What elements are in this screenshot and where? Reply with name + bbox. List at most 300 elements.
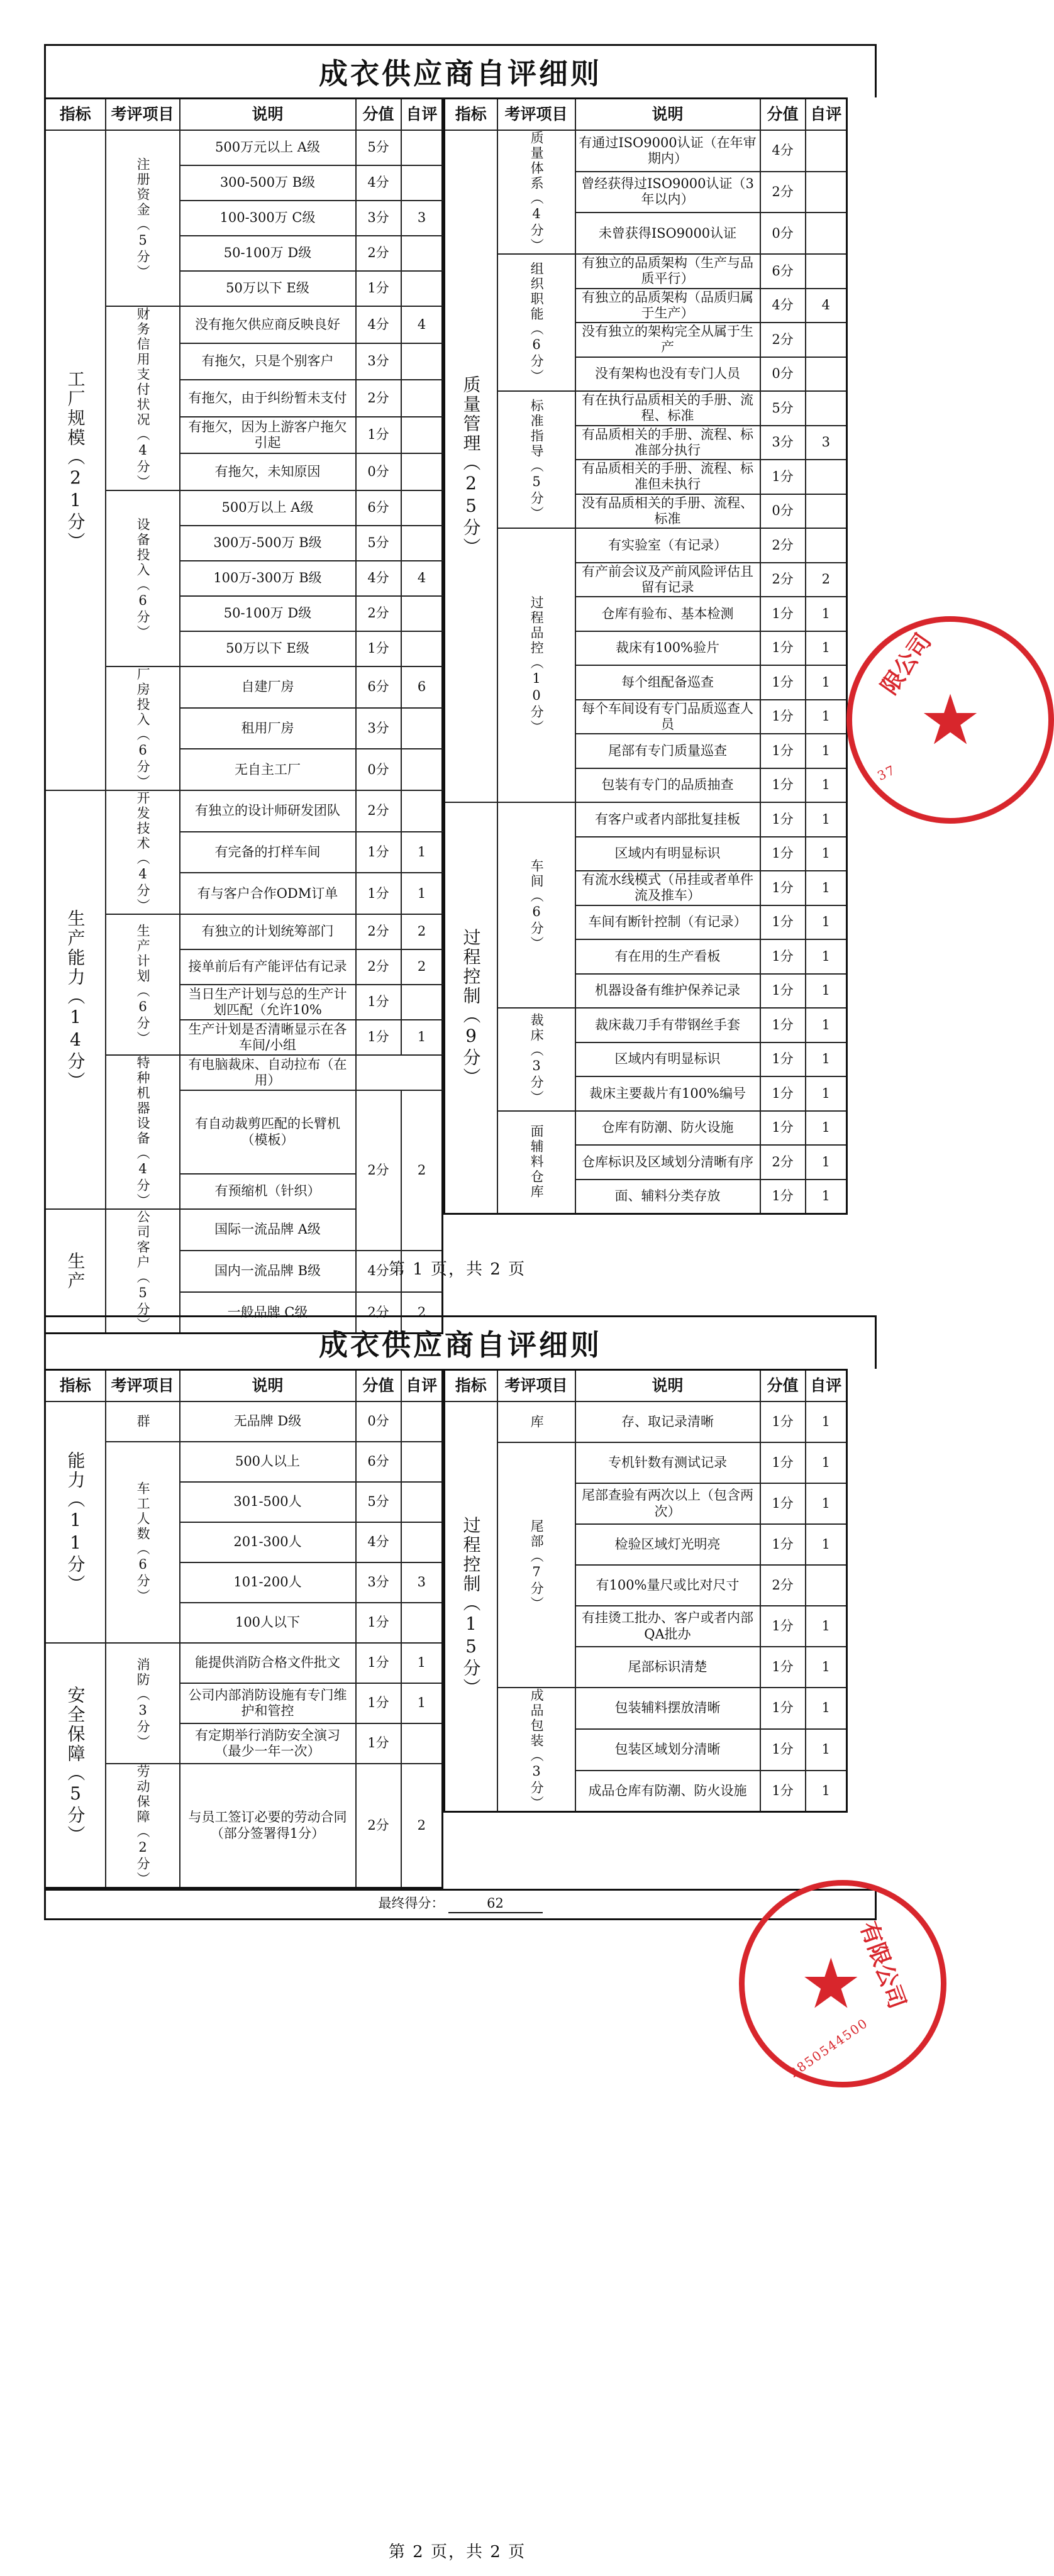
desc-cell: 301-500人 (180, 1482, 356, 1522)
self-score-cell: 4 (401, 306, 443, 343)
indicator-cell: 能力（11分） (45, 1401, 106, 1643)
score-cell: 1分 (760, 1729, 806, 1771)
self-score-cell (401, 1522, 443, 1562)
score-cell: 2分 (760, 1565, 806, 1606)
score-cell: 1分 (356, 1723, 401, 1764)
score-cell: 0分 (356, 749, 401, 790)
desc-cell: 500万以上 A级 (180, 490, 356, 526)
page-title: 成衣供应商自评细则 (44, 44, 877, 97)
score-cell: 1分 (356, 832, 401, 873)
header-self: 自评 (401, 99, 443, 131)
table-row (445, 1688, 847, 1729)
desc-cell: 有与客户合作ODM订单 (180, 873, 356, 914)
score-cell: 1分 (760, 1076, 806, 1111)
desc-cell: 没有品质相关的手册、流程、标准 (575, 494, 760, 529)
self-score-cell (806, 528, 847, 563)
score-cell: 2分 (356, 380, 401, 417)
score-cell: 1分 (356, 1020, 401, 1055)
self-score-cell (401, 236, 443, 271)
self-score-cell: 1 (806, 700, 847, 734)
self-score-cell: 1 (806, 905, 847, 940)
self-score-cell (401, 490, 443, 526)
self-score-cell (401, 1442, 443, 1482)
desc-cell: 50万以下 E级 (180, 631, 356, 666)
self-score-cell: 1 (806, 1180, 847, 1214)
item-cell: 裁床（3分） (497, 1008, 575, 1111)
desc-cell: 有在执行品质相关的手册、流程、标准 (575, 391, 760, 426)
table-row (445, 254, 847, 289)
desc-cell: 与员工签订必要的劳动合同（部分签署得1分） (180, 1764, 356, 1888)
self-score-cell: 3 (401, 1562, 443, 1603)
score-cell: 4分 (356, 1251, 401, 1292)
score-cell: 2分 (356, 949, 401, 985)
indicator-cell: 质量管理（25分） (445, 130, 497, 802)
desc-cell: 有拖欠，因为上游客户拖欠引起 (180, 417, 356, 454)
desc-cell: 没有拖欠供应商反映良好 (180, 306, 356, 343)
self-score-cell: 1 (401, 1683, 443, 1723)
score-cell: 2分 (356, 596, 401, 631)
seal-number: 37 (875, 761, 899, 784)
self-score-cell: 1 (806, 1008, 847, 1042)
desc-cell: 自建厂房 (180, 666, 356, 708)
header-desc: 说明 (180, 1370, 356, 1402)
score-cell: 1分 (760, 734, 806, 768)
score-cell: 5分 (356, 1482, 401, 1522)
item-cell: 成品包装（3分） (497, 1688, 575, 1812)
score-cell: 1分 (760, 768, 806, 803)
page-1-body (44, 97, 877, 1334)
desc-cell: 检验区域灯光明亮 (575, 1524, 760, 1565)
desc-cell: 能提供消防合格文件批文 (180, 1643, 356, 1683)
score-cell: 2分 (356, 914, 401, 949)
header-desc: 说明 (575, 99, 760, 131)
table-row (445, 130, 847, 172)
page-footer: 第 1 页，共 2 页 (388, 1260, 526, 1279)
header-indicator: 指标 (445, 1370, 497, 1402)
self-score-cell: 1 (401, 1643, 443, 1683)
desc-cell: 裁床主要裁片有100%编号 (575, 1076, 760, 1111)
desc-cell: 没有独立的架构完全从属于生产 (575, 323, 760, 357)
header-indicator: 指标 (445, 99, 497, 131)
self-score-cell (806, 130, 847, 172)
score-cell: 1分 (760, 1442, 806, 1483)
score-cell: 1分 (760, 700, 806, 734)
seal-number-2: 2850544500 (786, 2015, 871, 2081)
self-score-cell: 2 (401, 914, 443, 949)
self-score-cell: 1 (806, 974, 847, 1009)
score-cell: 1分 (760, 597, 806, 631)
self-score-cell: 1 (806, 1729, 847, 1771)
self-score-cell: 2 (401, 949, 443, 985)
score-cell: 0分 (760, 494, 806, 529)
self-score-cell (806, 494, 847, 529)
desc-cell: 101-200人 (180, 1562, 356, 1603)
desc-cell: 包装区域划分清晰 (575, 1729, 760, 1771)
page-1-sheet (44, 44, 877, 1334)
page-2-sheet (44, 1315, 877, 1920)
desc-cell: 仓库有防潮、防火设施 (575, 1111, 760, 1146)
self-score-cell: 2 (401, 1090, 443, 1251)
self-score-cell (401, 985, 443, 1020)
self-score-cell (401, 708, 443, 749)
self-score-cell: 3 (401, 201, 443, 236)
desc-cell: 包装辅料摆放清晰 (575, 1688, 760, 1729)
desc-cell: 成品仓库有防潮、防火设施 (575, 1771, 760, 1812)
seal-lettering-2: 有限公司 (855, 1918, 911, 2013)
header-self: 自评 (806, 1370, 847, 1402)
score-cell: 2分 (760, 1145, 806, 1180)
header-desc: 说明 (180, 99, 356, 131)
self-score-cell: 1 (806, 1111, 847, 1146)
desc-cell: 无品牌 D级 (180, 1401, 356, 1442)
desc-cell: 201-300人 (180, 1522, 356, 1562)
self-score-cell (806, 254, 847, 289)
self-score-cell: 1 (806, 1401, 847, 1442)
self-score-cell: 4 (806, 289, 847, 323)
desc-cell: 100万-300万 B级 (180, 561, 356, 596)
score-cell: 4分 (356, 165, 401, 201)
score-cell: 1分 (760, 802, 806, 837)
desc-cell: 国内一流品牌 B级 (180, 1251, 356, 1292)
desc-cell: 有定期举行消防安全演习（最少一年一次） (180, 1723, 356, 1764)
header-score: 分值 (760, 1370, 806, 1402)
self-score-cell (401, 130, 443, 165)
self-score-cell: 2 (401, 1292, 443, 1334)
score-cell: 2分 (760, 528, 806, 563)
table-row (445, 802, 847, 837)
score-cell: 1分 (356, 1643, 401, 1683)
score-cell: 1分 (356, 1603, 401, 1643)
self-score-cell (806, 391, 847, 426)
score-cell: 4分 (356, 561, 401, 596)
self-score-cell (401, 453, 443, 490)
desc-cell: 有品质相关的手册、流程、标准部分执行 (575, 426, 760, 460)
table-row (45, 790, 443, 832)
item-cell: 设备投入（6分） (106, 490, 180, 666)
score-cell: 2分 (356, 790, 401, 832)
table-row (445, 1008, 847, 1042)
self-score-cell (401, 165, 443, 201)
score-cell: 4分 (760, 130, 806, 172)
header-score: 分值 (356, 1370, 401, 1402)
header-item: 考评项目 (497, 99, 575, 131)
score-cell: 6分 (356, 666, 401, 708)
score-cell: 1分 (356, 271, 401, 306)
desc-cell: 国际一流品牌 A级 (180, 1209, 356, 1251)
table-row (445, 1442, 847, 1483)
header-score: 分值 (356, 99, 401, 131)
self-score-cell (806, 213, 847, 254)
desc-cell: 每个组配备巡查 (575, 665, 760, 700)
score-cell: 1分 (356, 873, 401, 914)
desc-cell: 租用厂房 (180, 708, 356, 749)
self-score-cell: 1 (806, 871, 847, 905)
self-score-cell: 1 (806, 802, 847, 837)
desc-cell: 公司内部消防设施有专门维护和管控 (180, 1683, 356, 1723)
table-row (445, 391, 847, 426)
self-score-cell (401, 271, 443, 306)
desc-cell: 有拖欠，由于纠纷暂未支付 (180, 380, 356, 417)
desc-cell: 有拖欠，未知原因 (180, 453, 356, 490)
seal-star-icon-2: ★ (799, 1943, 862, 2024)
self-score-cell (401, 1482, 443, 1522)
desc-cell: 区域内有明显标识 (575, 837, 760, 871)
right-table (443, 97, 848, 1334)
item-cell: 标准指导（5分） (497, 391, 575, 528)
self-score-cell: 1 (806, 1524, 847, 1565)
item-cell: 组织职能（6分） (497, 254, 575, 391)
self-score-cell: 4 (401, 561, 443, 596)
item-cell: 面辅料仓库 (497, 1111, 575, 1214)
item-cell: 质量体系（4分） (497, 130, 575, 254)
seal-star-icon: ★ (919, 680, 982, 760)
header-indicator: 指标 (45, 1370, 106, 1402)
score-cell: 1分 (760, 905, 806, 940)
desc-cell: 裁床有100%验片 (575, 631, 760, 666)
item-cell: 消防（3分） (106, 1643, 180, 1764)
score-cell: 5分 (356, 130, 401, 165)
desc-cell: 有自动裁剪匹配的长臂机（模板） (180, 1090, 356, 1174)
item-cell: 财务信用支付状况（4分） (106, 306, 180, 490)
self-score-cell (401, 526, 443, 561)
self-score-cell (806, 460, 847, 494)
score-cell: 5分 (760, 391, 806, 426)
left-table (44, 97, 443, 1334)
desc-cell: 50-100万 D级 (180, 596, 356, 631)
self-score-cell: 1 (806, 631, 847, 666)
score-cell: 1分 (760, 871, 806, 905)
score-cell: 4分 (760, 289, 806, 323)
score-cell: 1分 (760, 1401, 806, 1442)
score-cell: 1分 (760, 1647, 806, 1688)
final-score-row (44, 1889, 877, 1920)
header-indicator: 指标 (45, 99, 106, 131)
table-row (445, 1401, 847, 1442)
self-score-cell: 1 (806, 1688, 847, 1729)
indicator-cell: 工厂规模（21分） (45, 130, 106, 790)
self-score-cell (806, 1565, 847, 1606)
desc-cell: 生产计划是否清晰显示在各车间/小组 (180, 1020, 356, 1055)
desc-cell: 区域内有明显标识 (575, 1042, 760, 1077)
score-cell: 1分 (760, 460, 806, 494)
item-cell: 开发技术（4分） (106, 790, 180, 914)
right-table-2 (443, 1369, 848, 1889)
desc-cell: 仓库标识及区域划分清晰有序 (575, 1145, 760, 1180)
self-score-cell: 1 (401, 1020, 443, 1055)
self-score-cell: 2 (401, 1764, 443, 1888)
score-cell: 2分 (356, 1090, 401, 1251)
desc-cell: 一般品牌 C级 (180, 1292, 356, 1334)
desc-cell: 500万元以上 A级 (180, 130, 356, 165)
desc-cell: 有在用的生产看板 (575, 939, 760, 974)
desc-cell: 有预缩机（针织） (180, 1174, 356, 1209)
desc-cell: 专机针数有测试记录 (575, 1442, 760, 1483)
score-cell: 4分 (356, 306, 401, 343)
desc-cell: 面、辅料分类存放 (575, 1180, 760, 1214)
score-cell: 1分 (356, 985, 401, 1020)
self-score-cell: 1 (401, 832, 443, 873)
desc-cell: 接单前后有产能评估有记录 (180, 949, 356, 985)
desc-cell: 有拖欠，只是个别客户 (180, 343, 356, 380)
item-cell: 库 (497, 1401, 575, 1442)
self-score-cell: 1 (806, 1145, 847, 1180)
header-item: 考评项目 (106, 1370, 180, 1402)
score-cell: 2分 (760, 563, 806, 597)
final-score-value: 62 (448, 1896, 543, 1913)
desc-cell: 有品质相关的手册、流程、标准但未执行 (575, 460, 760, 494)
item-cell: 生产计划（6分） (106, 914, 180, 1055)
score-cell: 3分 (356, 708, 401, 749)
seal-lettering: 限公司 (875, 628, 937, 700)
desc-cell: 500人以上 (180, 1442, 356, 1482)
score-cell: 4分 (356, 1522, 401, 1562)
self-score-cell (401, 380, 443, 417)
score-cell: 1分 (356, 631, 401, 666)
right-score-table (443, 1369, 848, 1813)
indicator-cell: 过程控制（9分） (445, 802, 497, 1213)
self-score-cell: 1 (806, 1771, 847, 1812)
item-cell: 注册资金（5分） (106, 130, 180, 306)
score-cell: 3分 (356, 1562, 401, 1603)
score-cell: 1分 (760, 1111, 806, 1146)
score-cell: 2分 (356, 236, 401, 271)
item-cell: 厂房投入（6分） (106, 666, 180, 790)
score-cell: 2分 (356, 1292, 401, 1334)
header-score: 分值 (760, 99, 806, 131)
desc-cell: 300万-500万 B级 (180, 526, 356, 561)
score-cell: 3分 (356, 201, 401, 236)
score-cell: 6分 (760, 254, 806, 289)
table-row (45, 1401, 443, 1442)
desc-cell: 有独立的品质架构（品质归属于生产） (575, 289, 760, 323)
score-cell: 1分 (760, 1606, 806, 1647)
self-score-cell: 1 (806, 1606, 847, 1647)
company-seal-stamp-2 (739, 1880, 946, 2087)
score-cell: 1分 (760, 974, 806, 1009)
final-score-label: 最终得分： (378, 1896, 445, 1911)
desc-cell: 每个车间设有专门品质巡查人员 (575, 700, 760, 734)
score-cell: 1分 (356, 417, 401, 454)
desc-cell: 裁床裁刀手有带钢丝手套 (575, 1008, 760, 1042)
item-cell: 劳动保障（2分） (106, 1764, 180, 1888)
desc-cell: 有完备的打样车间 (180, 832, 356, 873)
desc-cell: 有挂烫工批办、客户或者内部QA批办 (575, 1606, 760, 1647)
score-cell: 0分 (356, 453, 401, 490)
self-score-cell (806, 357, 847, 392)
score-cell: 1分 (760, 1042, 806, 1077)
header-item: 考评项目 (106, 99, 180, 131)
desc-cell: 机器设备有维护保养记录 (575, 974, 760, 1009)
self-score-cell: 1 (806, 597, 847, 631)
item-cell: 公司客户（5分） (106, 1209, 180, 1334)
score-cell: 3分 (356, 343, 401, 380)
self-score-cell: 2 (806, 563, 847, 597)
header-self: 自评 (806, 99, 847, 131)
item-cell: 尾部（7分） (497, 1442, 575, 1688)
self-score-cell (401, 596, 443, 631)
item-cell: 车工人数（6分） (106, 1442, 180, 1643)
score-cell: 3分 (760, 426, 806, 460)
table-row (45, 130, 443, 165)
score-cell: 1分 (760, 1688, 806, 1729)
score-cell: 0分 (356, 1401, 401, 1442)
self-score-cell: 1 (806, 939, 847, 974)
desc-cell: 尾部有专门质量巡查 (575, 734, 760, 768)
score-cell: 2分 (760, 172, 806, 213)
self-score-cell (401, 417, 443, 454)
score-cell: 1分 (760, 939, 806, 974)
header-desc: 说明 (575, 1370, 760, 1402)
header-item: 考评项目 (497, 1370, 575, 1402)
desc-cell: 有流水线模式（吊挂或者单件流及推车） (575, 871, 760, 905)
desc-cell: 仓库有验布、基本检测 (575, 597, 760, 631)
self-score-cell (806, 323, 847, 357)
self-score-cell: 1 (806, 665, 847, 700)
score-cell: 1分 (760, 1483, 806, 1524)
desc-cell: 100-300万 C级 (180, 201, 356, 236)
self-score-cell (401, 1603, 443, 1643)
desc-cell: 有客户或者内部批复挂板 (575, 802, 760, 837)
score-cell: 1分 (760, 1008, 806, 1042)
desc-cell: 存、取记录清晰 (575, 1401, 760, 1442)
table-row (445, 1111, 847, 1146)
self-score-cell (401, 631, 443, 666)
score-cell: 1分 (760, 1180, 806, 1214)
desc-cell: 50万以下 E级 (180, 271, 356, 306)
company-seal-stamp (846, 616, 1054, 824)
desc-cell: 有独立的计划统筹部门 (180, 914, 356, 949)
desc-cell: 有产前会议及产前风险评估且留有记录 (575, 563, 760, 597)
score-cell: 1分 (760, 837, 806, 871)
score-cell: 2分 (760, 323, 806, 357)
score-cell: 2分 (356, 1764, 401, 1888)
left-score-table (44, 97, 443, 1334)
score-cell: 1分 (760, 1771, 806, 1812)
self-score-cell (401, 343, 443, 380)
desc-cell: 有实验室（有记录） (575, 528, 760, 563)
item-cell: 群 (106, 1401, 180, 1442)
left-score-table (44, 1369, 443, 1889)
self-score-cell: 1 (401, 873, 443, 914)
table-row (45, 1643, 443, 1683)
self-score-cell: 1 (806, 1076, 847, 1111)
self-score-cell (401, 790, 443, 832)
score-cell: 1分 (760, 1524, 806, 1565)
self-score-cell (401, 1401, 443, 1442)
self-score-cell: 6 (401, 666, 443, 708)
self-score-cell (401, 749, 443, 790)
indicator-cell: 生产能力（14分） (45, 790, 106, 1209)
score-cell: 0分 (760, 357, 806, 392)
right-score-table (443, 97, 848, 1215)
item-cell: 车间（6分） (497, 802, 575, 1008)
desc-cell: 有通过ISO9000认证（在年审期内） (575, 130, 760, 172)
left-table-2 (44, 1369, 443, 1889)
self-score-cell: 1 (806, 1042, 847, 1077)
desc-cell: 无自主工厂 (180, 749, 356, 790)
score-cell: 0分 (760, 213, 806, 254)
self-score-cell: 1 (806, 768, 847, 803)
desc-cell: 100人以下 (180, 1603, 356, 1643)
item-cell: 过程品控（10分） (497, 528, 575, 802)
desc-cell: 尾部查验有两次以上（包含两次） (575, 1483, 760, 1524)
desc-cell: 有100%量尺或比对尺寸 (575, 1565, 760, 1606)
score-cell: 1分 (760, 631, 806, 666)
page-footer-2: 第 2 页，共 2 页 (388, 2543, 526, 2562)
score-cell: 1分 (760, 665, 806, 700)
score-cell: 5分 (356, 526, 401, 561)
indicator-cell: 过程控制（15分） (445, 1401, 497, 1812)
